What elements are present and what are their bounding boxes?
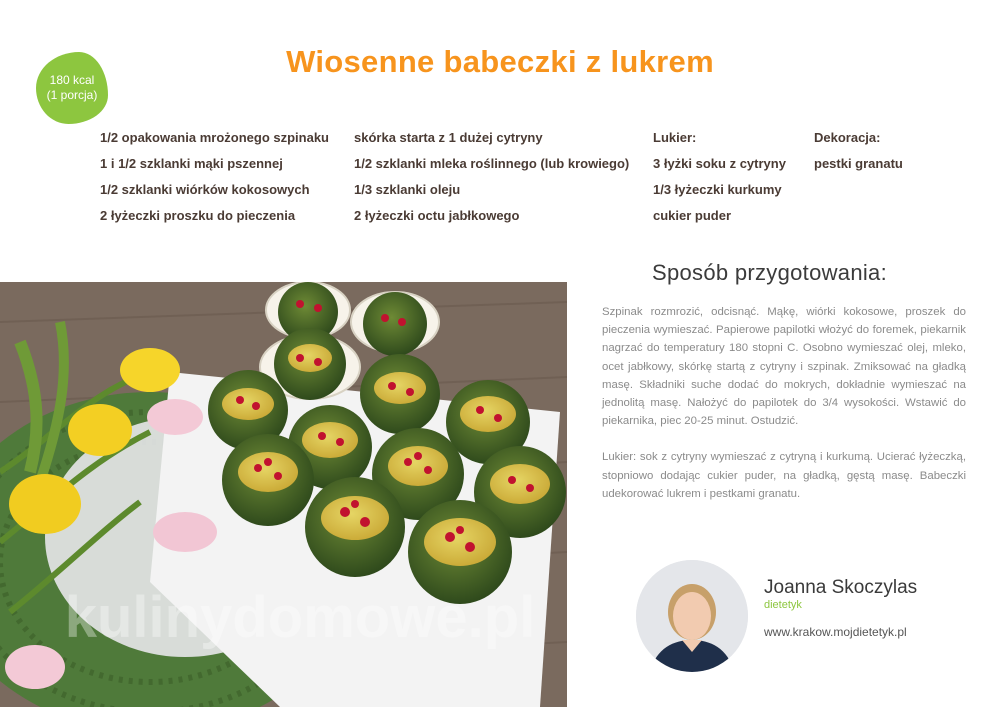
author-name: Joanna Skoczylas [764, 577, 918, 598]
ingredient-item: skórka starta z 1 dużej cytryny [354, 130, 543, 145]
ingredient-item: 1/2 opakowania mrożonego szpinaku [100, 130, 329, 145]
watermark: kulinydomowe.pl [64, 585, 536, 650]
ingredients-column-1 [100, 130, 329, 234]
ingredients-column-decoration [814, 130, 903, 182]
ingredient-item: 1 i 1/2 szklanki mąki pszennej [100, 156, 283, 171]
recipe-title: Wiosenne babeczki z lukrem [286, 44, 714, 79]
ingredient-item: 2 łyżeczki proszku do pieczenia [100, 208, 296, 223]
ingredient-item: 1/3 szklanki oleju [354, 182, 461, 197]
ingredient-item: 2 łyżeczki octu jabłkowego [354, 208, 520, 223]
decoration-heading: Dekoracja: [814, 130, 881, 145]
ingredient-item: pestki granatu [814, 156, 903, 171]
ingredient-item: 1/3 łyżeczki kurkumy [653, 182, 782, 197]
author-avatar [636, 560, 748, 672]
recipe-photo [0, 282, 567, 707]
ingredients-column-icing [653, 130, 786, 234]
author-block [764, 577, 917, 639]
method-text [602, 303, 966, 521]
icing-heading: Lukier: [653, 130, 697, 145]
method-title: Sposób przygotowania: [652, 260, 888, 285]
ingredients-column-2 [354, 130, 629, 234]
ingredient-item: 1/2 szklanki mleka roślinnego (lub krowiego) [354, 156, 630, 171]
portion-label: (1 porcja) [46, 88, 98, 102]
ingredient-item: cukier puder [653, 208, 732, 223]
author-role: dietetyk [764, 599, 802, 611]
author-website[interactable]: www.krakow.mojdietetyk.pl [764, 625, 907, 639]
method-paragraph: Szpinak rozmrozić, odcisnąć. Mąkę, wiórki kokosowe, proszek do pieczenia wymieszać. Papierowe papilotki włożyć do foremek, piekarnik nagrzać do temperatury 180 stopni C. Osobno wymieszać olej, mleko, ocet jabłkowy, skórkę startą z cytryny i szpinak. Zmiksować na gładką masę. Składniki suche dodać do mokrych, dokładnie wymieszać na jednolitą masę. Nałożyć do papilotek do 3/4 wysokości. Wstawić do piekarnika, piec 20-25 minut. Ostudzić. [602, 306, 966, 428]
ingredient-item: 1/2 szklanki wiórków kokosowych [100, 182, 310, 197]
ingredient-item: 3 łyżki soku z cytryny [653, 156, 786, 171]
icing-paragraph: Lukier: sok z cytryny wymieszać z cytryną i kurkumą. Ucierać łyżeczką, stopniowo dodając cukier puder, na gładką, gęstą masę. Babeczki udekorować lukrem i pestkami granatu. [602, 451, 966, 500]
calorie-value: 180 kcal [49, 73, 95, 87]
